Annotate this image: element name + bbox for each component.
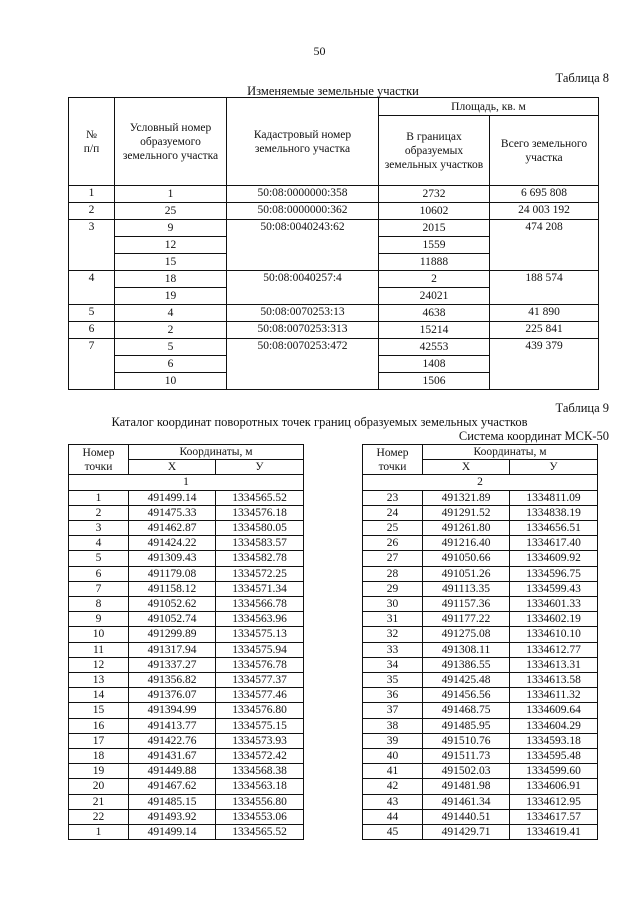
cell-y: 1334553.06 [216, 809, 304, 824]
table-row [69, 322, 599, 339]
cell-num: 4 [69, 271, 115, 305]
cell-area-total: 225 841 [490, 322, 599, 339]
header-num: № п/п [69, 98, 115, 186]
header-cond-number: Условный номер образуемого земельного участка [115, 98, 227, 186]
cell-point: 42 [363, 779, 423, 794]
cell-x: 491440.51 [423, 809, 510, 824]
table-row [69, 536, 304, 551]
cell-point: 23 [363, 490, 423, 505]
table-row [363, 718, 598, 733]
cell-point: 36 [363, 688, 423, 703]
cell-area-total: 41 890 [490, 305, 599, 322]
cell-y: 1334576.78 [216, 657, 304, 672]
cell-cond-number: 2 [115, 322, 227, 339]
cell-x: 491051.26 [423, 566, 510, 581]
cell-x: 491425.48 [423, 673, 510, 688]
cell-point: 14 [69, 688, 129, 703]
cell-cond-number: 15 [115, 254, 227, 271]
table-row [69, 688, 304, 703]
cell-area-total: 6 695 808 [490, 186, 599, 203]
cell-point: 1 [69, 825, 129, 840]
cell-x: 491468.75 [423, 703, 510, 718]
table-row [69, 186, 599, 203]
cell-area-in: 10602 [379, 203, 490, 220]
cell-point: 5 [69, 551, 129, 566]
cell-y: 1334612.95 [510, 794, 598, 809]
cell-x: 491177.22 [423, 612, 510, 627]
cell-y: 1334563.96 [216, 612, 304, 627]
cell-x: 491422.76 [129, 733, 216, 748]
cell-point: 37 [363, 703, 423, 718]
cell-point: 38 [363, 718, 423, 733]
table-row [69, 718, 304, 733]
cell-cadastral: 50:08:0000000:362 [227, 203, 379, 220]
table-row [363, 551, 598, 566]
table-row [363, 703, 598, 718]
cell-y: 1334604.29 [510, 718, 598, 733]
header-coords: Координаты, м [423, 445, 598, 460]
cell-x: 491485.95 [423, 718, 510, 733]
cell-point: 13 [69, 673, 129, 688]
cell-y: 1334593.18 [510, 733, 598, 748]
cell-area-in: 24021 [379, 288, 490, 305]
cell-y: 1334619.41 [510, 825, 598, 840]
cell-x: 491261.80 [423, 521, 510, 536]
cell-point: 7 [69, 581, 129, 596]
cell-point: 21 [69, 794, 129, 809]
cell-cadastral: 50:08:0070253:472 [227, 339, 379, 390]
cell-cond-number: 19 [115, 288, 227, 305]
cell-point: 3 [69, 521, 129, 536]
header-x: X [423, 460, 510, 475]
cell-cadastral: 50:08:0040243:62 [227, 220, 379, 271]
table-row [363, 505, 598, 520]
cell-y: 1334599.60 [510, 764, 598, 779]
table-row [69, 794, 304, 809]
table-8-label: Таблица 8 [555, 71, 609, 85]
cell-x: 491386.55 [423, 657, 510, 672]
cell-point: 32 [363, 627, 423, 642]
cell-x: 491394.99 [129, 703, 216, 718]
cell-point: 31 [363, 612, 423, 627]
table-row [69, 825, 304, 840]
header-area-group: Площадь, кв. м [379, 98, 599, 116]
cell-x: 491475.33 [129, 505, 216, 520]
table-row [363, 749, 598, 764]
table-row [69, 203, 599, 220]
cell-y: 1334617.40 [510, 536, 598, 551]
cell-point: 20 [69, 779, 129, 794]
cell-cadastral: 50:08:0070253:13 [227, 305, 379, 322]
cell-x: 491449.88 [129, 764, 216, 779]
cell-y: 1334583.57 [216, 536, 304, 551]
cell-area-in: 15214 [379, 322, 490, 339]
cell-x: 491179.08 [129, 566, 216, 581]
header-point: Номер точки [69, 445, 129, 475]
table-row [363, 566, 598, 581]
header-x: X [129, 460, 216, 475]
cell-y: 1334563.18 [216, 779, 304, 794]
cell-x: 491299.89 [129, 627, 216, 642]
table-row [363, 597, 598, 612]
cell-y: 1334611.32 [510, 688, 598, 703]
cell-area-total: 439 379 [490, 339, 599, 390]
cell-x: 491356.82 [129, 673, 216, 688]
cell-x: 491511.73 [423, 749, 510, 764]
cell-y: 1334610.10 [510, 627, 598, 642]
table-row [363, 733, 598, 748]
cell-y: 1334572.42 [216, 749, 304, 764]
table-row [363, 825, 598, 840]
header-area-in-bounds: В границах образуемых земельных участков [379, 116, 490, 186]
table-row [69, 673, 304, 688]
table-row [363, 779, 598, 794]
cell-point: 2 [69, 505, 129, 520]
cell-point: 44 [363, 809, 423, 824]
cell-point: 8 [69, 597, 129, 612]
cell-x: 491216.40 [423, 536, 510, 551]
cell-x: 491317.94 [129, 642, 216, 657]
cell-y: 1334595.48 [510, 749, 598, 764]
cell-point: 28 [363, 566, 423, 581]
cell-cond-number: 18 [115, 271, 227, 288]
cell-x: 491485.15 [129, 794, 216, 809]
cell-y: 1334613.31 [510, 657, 598, 672]
cell-x: 491502.03 [423, 764, 510, 779]
cell-num: 2 [69, 203, 115, 220]
table-row [69, 733, 304, 748]
cell-y: 1334606.91 [510, 779, 598, 794]
cell-y: 1334577.46 [216, 688, 304, 703]
cell-cond-number: 25 [115, 203, 227, 220]
cell-y: 1334572.25 [216, 566, 304, 581]
cell-area-in: 4638 [379, 305, 490, 322]
cell-area-in: 1559 [379, 237, 490, 254]
cell-y: 1334575.13 [216, 627, 304, 642]
cell-area-total: 24 003 192 [490, 203, 599, 220]
cell-y: 1334575.15 [216, 718, 304, 733]
cell-y: 1334573.93 [216, 733, 304, 748]
cell-cadastral: 50:08:0070253:313 [227, 322, 379, 339]
cell-y: 1334556.80 [216, 794, 304, 809]
table-row [363, 521, 598, 536]
cell-area-in: 11888 [379, 254, 490, 271]
cell-point: 43 [363, 794, 423, 809]
table-row [69, 612, 304, 627]
cell-cadastral: 50:08:0040257:4 [227, 271, 379, 305]
table-row [363, 536, 598, 551]
parcel-label: 1 [69, 475, 304, 490]
table-row [69, 305, 599, 322]
cell-x: 491050.66 [423, 551, 510, 566]
table-row [363, 657, 598, 672]
cell-x: 491113.35 [423, 581, 510, 596]
table-row [69, 703, 304, 718]
cell-x: 491376.07 [129, 688, 216, 703]
cell-point: 24 [363, 505, 423, 520]
cell-y: 1334568.38 [216, 764, 304, 779]
cell-area-in: 2732 [379, 186, 490, 203]
table-row [363, 688, 598, 703]
cell-y: 1334565.52 [216, 825, 304, 840]
cell-x: 491052.62 [129, 597, 216, 612]
cell-point: 16 [69, 718, 129, 733]
cell-x: 491308.11 [423, 642, 510, 657]
table-row [69, 779, 304, 794]
cell-area-in: 1408 [379, 356, 490, 373]
cell-num: 6 [69, 322, 115, 339]
cell-point: 4 [69, 536, 129, 551]
cell-x: 491309.43 [129, 551, 216, 566]
table-row [69, 551, 304, 566]
page-number: 50 [313, 44, 326, 58]
cell-point: 17 [69, 733, 129, 748]
table-row [69, 749, 304, 764]
cell-y: 1334575.94 [216, 642, 304, 657]
cell-x: 491462.87 [129, 521, 216, 536]
cell-point: 29 [363, 581, 423, 596]
cell-point: 22 [69, 809, 129, 824]
cell-y: 1334609.64 [510, 703, 598, 718]
table-8 [68, 97, 599, 390]
cell-point: 30 [363, 597, 423, 612]
table-row [363, 490, 598, 505]
cell-x: 491429.71 [423, 825, 510, 840]
cell-y: 1334582.78 [216, 551, 304, 566]
cell-point: 15 [69, 703, 129, 718]
table-row [363, 809, 598, 824]
cell-point: 18 [69, 749, 129, 764]
coords-table-left [68, 444, 304, 840]
cell-x: 491481.98 [423, 779, 510, 794]
cell-point: 11 [69, 642, 129, 657]
coordinate-system: Система координат МСК-50 [458, 429, 609, 443]
cell-y: 1334599.43 [510, 581, 598, 596]
cell-area-in: 42553 [379, 339, 490, 356]
cell-num: 7 [69, 339, 115, 390]
cell-cadastral: 50:08:0000000:358 [227, 186, 379, 203]
cell-point: 35 [363, 673, 423, 688]
table-8-title: Изменяемые земельные участки [247, 84, 419, 98]
table-9-title: Каталог координат поворотных точек границ образуемых земельных участков [111, 415, 528, 429]
cell-point: 25 [363, 521, 423, 536]
cell-point: 9 [69, 612, 129, 627]
cell-x: 491431.67 [129, 749, 216, 764]
header-area-total: Всего земельного участка [490, 116, 599, 186]
cell-y: 1334612.77 [510, 642, 598, 657]
coords-left-body [69, 490, 304, 840]
cell-y: 1334577.37 [216, 673, 304, 688]
cell-cond-number: 10 [115, 373, 227, 390]
cell-cond-number: 1 [115, 186, 227, 203]
header-y: У [510, 460, 598, 475]
cell-point: 12 [69, 657, 129, 672]
table-row [363, 612, 598, 627]
table-row [69, 581, 304, 596]
cell-x: 491291.52 [423, 505, 510, 520]
cell-num: 5 [69, 305, 115, 322]
cell-area-in: 1506 [379, 373, 490, 390]
cell-x: 491275.08 [423, 627, 510, 642]
cell-point: 34 [363, 657, 423, 672]
cell-point: 19 [69, 764, 129, 779]
cell-y: 1334571.34 [216, 581, 304, 596]
cell-point: 27 [363, 551, 423, 566]
cell-y: 1334576.18 [216, 505, 304, 520]
cell-cond-number: 6 [115, 356, 227, 373]
cell-y: 1334576.80 [216, 703, 304, 718]
cell-area-total: 188 574 [490, 271, 599, 305]
table-row [69, 339, 599, 356]
cell-y: 1334580.05 [216, 521, 304, 536]
cell-y: 1334609.92 [510, 551, 598, 566]
cell-x: 491157.36 [423, 597, 510, 612]
table-row [363, 627, 598, 642]
cell-point: 41 [363, 764, 423, 779]
cell-y: 1334566.78 [216, 597, 304, 612]
table-row [69, 597, 304, 612]
cell-x: 491456.56 [423, 688, 510, 703]
table-row [363, 794, 598, 809]
cell-point: 33 [363, 642, 423, 657]
cell-point: 1 [69, 490, 129, 505]
cell-cond-number: 5 [115, 339, 227, 356]
coords-right-body [363, 490, 598, 840]
cell-x: 491337.27 [129, 657, 216, 672]
cell-x: 491158.12 [129, 581, 216, 596]
cell-area-in: 2015 [379, 220, 490, 237]
cell-y: 1334613.58 [510, 673, 598, 688]
table-row [69, 657, 304, 672]
cell-x: 491510.76 [423, 733, 510, 748]
cell-point: 40 [363, 749, 423, 764]
cell-y: 1334596.75 [510, 566, 598, 581]
cell-point: 10 [69, 627, 129, 642]
cell-x: 491461.34 [423, 794, 510, 809]
cell-y: 1334617.57 [510, 809, 598, 824]
cell-x: 491493.92 [129, 809, 216, 824]
cell-x: 491499.14 [129, 490, 216, 505]
cell-point: 6 [69, 566, 129, 581]
cell-x: 491052.74 [129, 612, 216, 627]
coords-table-right [362, 444, 598, 840]
cell-y: 1334838.19 [510, 505, 598, 520]
table-row [363, 581, 598, 596]
header-y: У [216, 460, 304, 475]
table-row [363, 764, 598, 779]
cell-area-total: 474 208 [490, 220, 599, 271]
table-row [363, 642, 598, 657]
cell-point: 45 [363, 825, 423, 840]
cell-y: 1334656.51 [510, 521, 598, 536]
cell-x: 491424.22 [129, 536, 216, 551]
table-row [69, 271, 599, 288]
cell-num: 1 [69, 186, 115, 203]
cell-x: 491499.14 [129, 825, 216, 840]
table-row [69, 220, 599, 237]
table-row [69, 566, 304, 581]
cell-y: 1334811.09 [510, 490, 598, 505]
cell-x: 491413.77 [129, 718, 216, 733]
table-row [69, 809, 304, 824]
parcel-label: 2 [363, 475, 598, 490]
cell-cond-number: 9 [115, 220, 227, 237]
cell-num: 3 [69, 220, 115, 271]
table-row [69, 505, 304, 520]
cell-area-in: 2 [379, 271, 490, 288]
cell-cond-number: 4 [115, 305, 227, 322]
cell-y: 1334601.33 [510, 597, 598, 612]
table-row [69, 521, 304, 536]
table-row [363, 673, 598, 688]
header-cadastral-number: Кадастровый номер земельного участка [227, 98, 379, 186]
cell-cond-number: 12 [115, 237, 227, 254]
header-coords: Координаты, м [129, 445, 304, 460]
cell-point: 39 [363, 733, 423, 748]
table-row [69, 490, 304, 505]
header-point: Номер точки [363, 445, 423, 475]
cell-y: 1334565.52 [216, 490, 304, 505]
cell-y: 1334602.19 [510, 612, 598, 627]
cell-x: 491321.89 [423, 490, 510, 505]
cell-x: 491467.62 [129, 779, 216, 794]
table-row [69, 642, 304, 657]
table-row [69, 764, 304, 779]
table-row [69, 627, 304, 642]
table-9-label: Таблица 9 [555, 401, 609, 415]
table-8-body [69, 186, 599, 390]
cell-point: 26 [363, 536, 423, 551]
